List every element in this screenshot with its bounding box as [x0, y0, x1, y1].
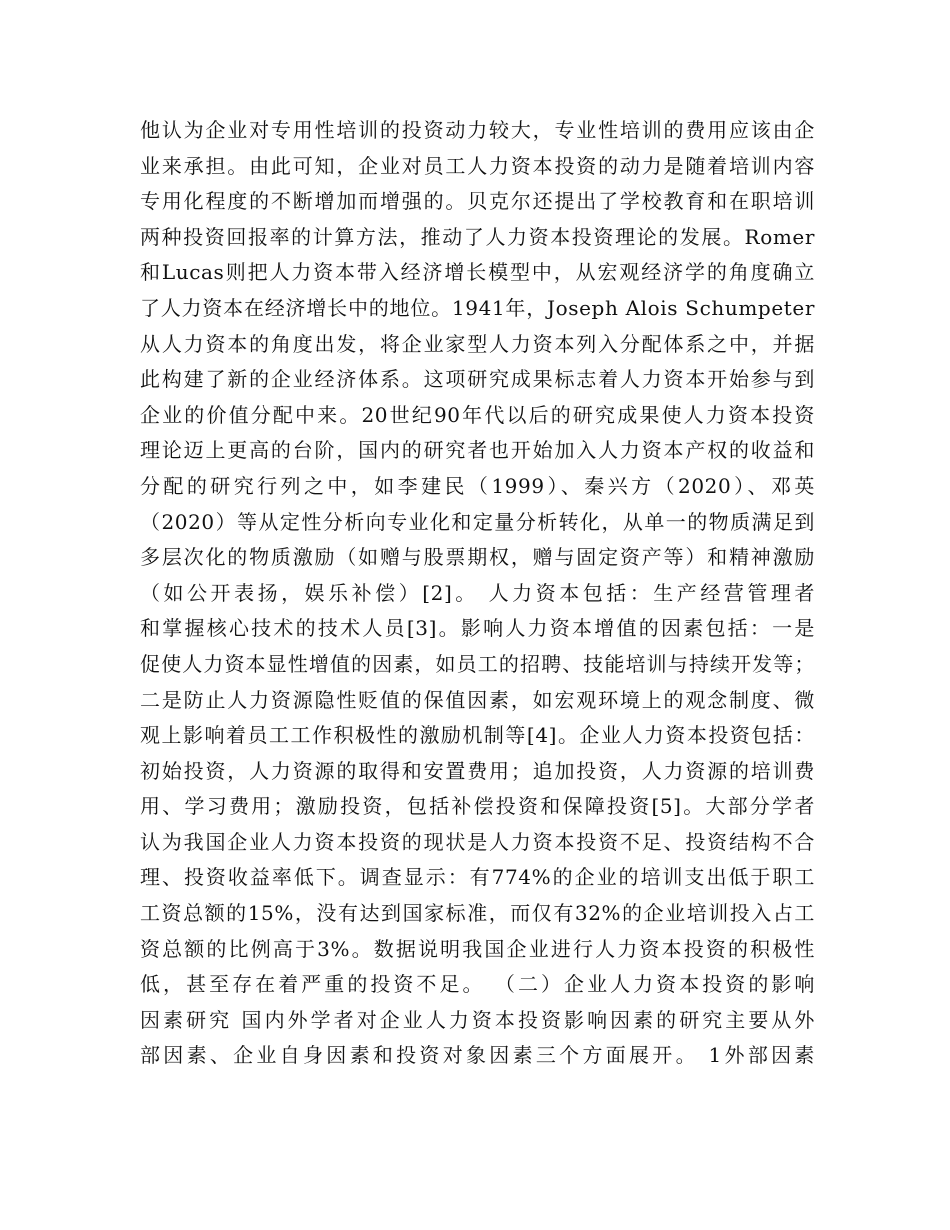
text-line: 因素研究 国内外学者对企业人力资本投资影响因素的研究主要从外: [140, 1007, 815, 1032]
text-line: （如公开表扬，娱乐补偿）[2]。 人力资本包括：生产经营管理者: [140, 580, 815, 605]
document-body: [140, 113, 815, 1074]
text-line: （2020）等从定性分析向专业化和定量分析转化，从单一的物质满足到: [140, 509, 815, 534]
text-line: 分配的研究行列之中，如李建民（1999）、秦兴方（2020）、邓英: [140, 473, 815, 498]
text-line: 用、学习费用；激励投资，包括补偿投资和保障投资[5]。大部分学者: [140, 794, 815, 819]
text-line: 初始投资，人力资源的取得和安置费用；追加投资，人力资源的培训费: [140, 758, 815, 783]
text-line: 理、投资收益率低下。调查显示：有774%的企业的培训支出低于职工: [140, 865, 815, 890]
text-line: 从人力资本的角度出发，将企业家型人力资本列入分配体系之中，并据: [140, 331, 815, 356]
text-line: 此构建了新的企业经济体系。这项研究成果标志着人力资本开始参与到: [140, 367, 815, 392]
text-line: 低，甚至存在着严重的投资不足。 （二）企业人力资本投资的影响: [140, 972, 815, 997]
text-line: 企业的价值分配中来。20世纪90年代以后的研究成果使人力资本投资: [140, 402, 815, 427]
text-line: 资总额的比例高于3%。数据说明我国企业进行人力资本投资的积极性: [140, 936, 815, 961]
text-line: 理论迈上更高的台阶，国内的研究者也开始加入人力资本产权的收益和: [140, 438, 815, 463]
text-line: 认为我国企业人力资本投资的现状是人力资本投资不足、投资结构不合: [140, 829, 815, 854]
text-line: 观上影响着员工工作积极性的激励机制等[4]。企业人力资本投资包括：: [140, 723, 815, 748]
text-line: 二是防止人力资源隐性贬值的保值因素，如宏观环境上的观念制度、微: [140, 687, 815, 712]
text-line: 工资总额的15%，没有达到国家标准，而仅有32%的企业培训投入占工: [140, 901, 815, 926]
text-line: 部因素、企业自身因素和投资对象因素三个方面展开。 1外部因素: [140, 1043, 815, 1068]
text-line: 和Lucas则把人力资本带入经济增长模型中，从宏观经济学的角度确立: [140, 260, 815, 285]
text-line: 业来承担。由此可知，企业对员工人力资本投资的动力是随着培训内容: [140, 153, 815, 178]
text-line: 促使人力资本显性增值的因素，如员工的招聘、技能培训与持续开发等；: [140, 651, 815, 676]
text-line: 他认为企业对专用性培训的投资动力较大，专业性培训的费用应该由企: [140, 118, 815, 142]
text-line: 专用化程度的不断增加而增强的。贝克尔还提出了学校教育和在职培训: [140, 189, 815, 214]
text-line: 多层次化的物质激励（如赠与股票期权，赠与固定资产等）和精神激励: [140, 545, 815, 570]
text-line: 和掌握核心技术的技术人员[3]。影响人力资本增值的因素包括：一是: [140, 616, 815, 641]
text-line: 两种投资回报率的计算方法，推动了人力资本投资理论的发展。Romer: [140, 224, 815, 249]
text-line: 了人力资本在经济增长中的地位。1941年，Joseph Alois Schumpeter: [140, 295, 815, 320]
